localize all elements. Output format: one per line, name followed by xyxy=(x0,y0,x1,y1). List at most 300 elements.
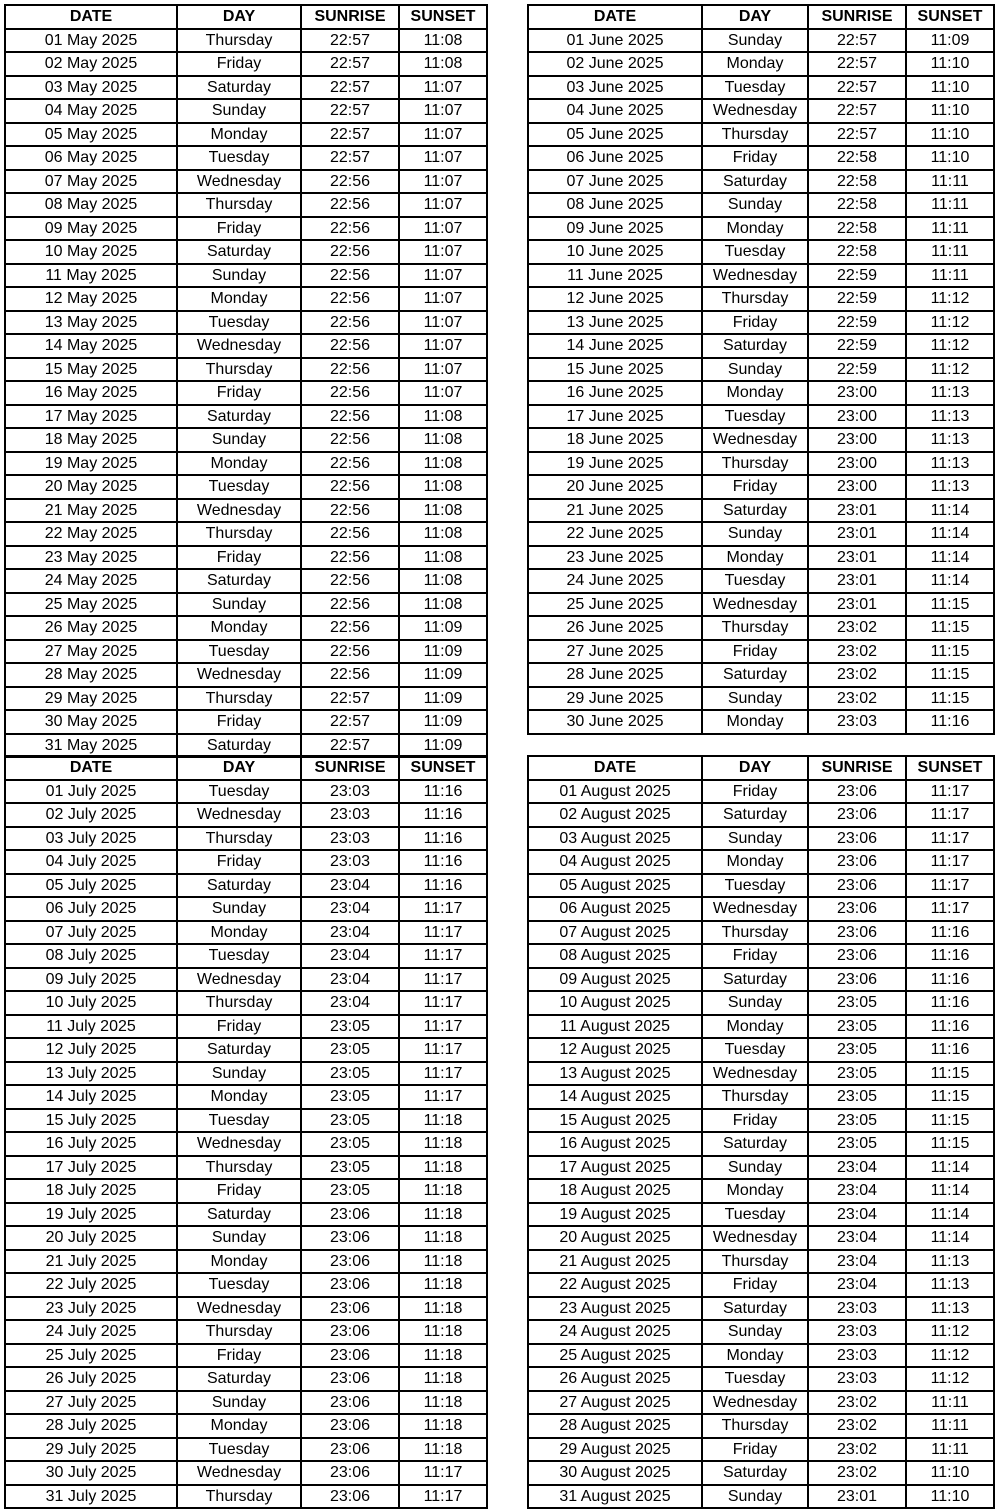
sunrise-cell: 23:06 xyxy=(808,780,906,804)
sunset-cell: 11:16 xyxy=(906,921,994,945)
date-cell: 13 August 2025 xyxy=(528,1062,702,1086)
sunset-cell: 11:17 xyxy=(399,944,487,968)
sun-table-may xyxy=(4,4,488,758)
table-row xyxy=(528,874,994,898)
table-row xyxy=(5,1203,487,1227)
sunrise-cell: 23:03 xyxy=(301,850,399,874)
sunrise-cell: 23:00 xyxy=(808,428,906,452)
sunset-cell: 11:09 xyxy=(399,640,487,664)
sunrise-cell: 22:57 xyxy=(301,123,399,147)
day-cell: Tuesday xyxy=(702,240,808,264)
day-cell: Sunday xyxy=(702,522,808,546)
table-row xyxy=(528,334,994,358)
date-cell: 10 July 2025 xyxy=(5,991,177,1015)
day-cell: Wednesday xyxy=(177,499,301,523)
date-cell: 27 July 2025 xyxy=(5,1391,177,1415)
table-row xyxy=(5,546,487,570)
date-cell: 23 July 2025 xyxy=(5,1297,177,1321)
table-row xyxy=(5,897,487,921)
day-cell: Thursday xyxy=(702,1085,808,1109)
date-cell: 13 May 2025 xyxy=(5,311,177,335)
table-row xyxy=(528,76,994,100)
sunset-cell: 11:17 xyxy=(399,991,487,1015)
sunrise-cell: 23:06 xyxy=(808,968,906,992)
sunrise-cell: 22:57 xyxy=(301,146,399,170)
sunrise-cell: 23:04 xyxy=(301,874,399,898)
day-cell: Tuesday xyxy=(177,1438,301,1462)
sunset-cell: 11:14 xyxy=(906,569,994,593)
sunrise-cell: 22:56 xyxy=(301,311,399,335)
day-cell: Tuesday xyxy=(702,874,808,898)
sunrise-cell: 23:05 xyxy=(301,1179,399,1203)
sunset-cell: 11:08 xyxy=(399,452,487,476)
day-cell: Sunday xyxy=(702,687,808,711)
sunrise-cell: 23:04 xyxy=(301,897,399,921)
date-cell: 08 June 2025 xyxy=(528,193,702,217)
sunset-cell: 11:08 xyxy=(399,428,487,452)
date-cell: 21 July 2025 xyxy=(5,1250,177,1274)
sunset-cell: 11:07 xyxy=(399,193,487,217)
sunset-cell: 11:17 xyxy=(399,897,487,921)
day-cell: Tuesday xyxy=(177,475,301,499)
table-row xyxy=(528,1297,994,1321)
sunset-cell: 11:08 xyxy=(399,405,487,429)
date-cell: 02 May 2025 xyxy=(5,52,177,76)
date-cell: 31 August 2025 xyxy=(528,1485,702,1509)
day-cell: Saturday xyxy=(702,1132,808,1156)
sunset-cell: 11:18 xyxy=(399,1179,487,1203)
sunrise-cell: 22:56 xyxy=(301,193,399,217)
sunrise-cell: 22:56 xyxy=(301,240,399,264)
table-body xyxy=(5,29,487,758)
date-cell: 20 July 2025 xyxy=(5,1226,177,1250)
day-cell: Wednesday xyxy=(177,803,301,827)
table-row xyxy=(528,170,994,194)
day-cell: Sunday xyxy=(702,827,808,851)
day-cell: Tuesday xyxy=(177,1109,301,1133)
table-row xyxy=(5,99,487,123)
date-cell: 29 May 2025 xyxy=(5,687,177,711)
sunrise-cell: 23:06 xyxy=(808,897,906,921)
table-row xyxy=(528,1414,994,1438)
sunrise-cell: 23:02 xyxy=(808,1414,906,1438)
table-row xyxy=(5,1485,487,1509)
date-cell: 08 August 2025 xyxy=(528,944,702,968)
sunset-cell: 11:10 xyxy=(906,99,994,123)
day-cell: Thursday xyxy=(177,827,301,851)
sunset-cell: 11:07 xyxy=(399,334,487,358)
table-row xyxy=(5,287,487,311)
sunset-cell: 11:17 xyxy=(906,827,994,851)
sunrise-cell: 22:57 xyxy=(808,123,906,147)
table-row xyxy=(528,710,994,734)
sunrise-cell: 23:06 xyxy=(301,1320,399,1344)
table-row xyxy=(528,991,994,1015)
day-cell: Monday xyxy=(702,710,808,734)
day-cell: Monday xyxy=(702,1344,808,1368)
day-cell: Sunday xyxy=(177,1391,301,1415)
sunset-cell: 11:17 xyxy=(399,968,487,992)
table-row xyxy=(5,1132,487,1156)
table-row xyxy=(528,616,994,640)
sunset-cell: 11:08 xyxy=(399,499,487,523)
table-row xyxy=(528,405,994,429)
table-row xyxy=(528,803,994,827)
sunrise-cell: 22:56 xyxy=(301,381,399,405)
sunrise-cell: 22:56 xyxy=(301,428,399,452)
table-row xyxy=(5,734,487,758)
sunrise-cell: 22:59 xyxy=(808,287,906,311)
sunset-cell: 11:18 xyxy=(399,1250,487,1274)
sunset-cell: 11:08 xyxy=(399,52,487,76)
sunrise-cell: 23:06 xyxy=(301,1414,399,1438)
day-cell: Monday xyxy=(177,287,301,311)
day-cell: Wednesday xyxy=(702,428,808,452)
sunrise-cell: 23:03 xyxy=(808,1320,906,1344)
day-cell: Friday xyxy=(702,475,808,499)
sunrise-cell: 23:04 xyxy=(808,1250,906,1274)
sunset-cell: 11:15 xyxy=(906,687,994,711)
date-cell: 08 July 2025 xyxy=(5,944,177,968)
sunrise-cell: 23:04 xyxy=(808,1226,906,1250)
sunset-cell: 11:16 xyxy=(906,991,994,1015)
sunset-cell: 11:09 xyxy=(399,710,487,734)
sunset-cell: 11:17 xyxy=(906,803,994,827)
table-row xyxy=(5,1015,487,1039)
date-cell: 29 August 2025 xyxy=(528,1438,702,1462)
sunrise-cell: 23:06 xyxy=(301,1273,399,1297)
sunset-cell: 11:08 xyxy=(399,475,487,499)
sunset-cell: 11:18 xyxy=(399,1226,487,1250)
table-row xyxy=(528,475,994,499)
day-cell: Thursday xyxy=(702,452,808,476)
date-cell: 26 June 2025 xyxy=(528,616,702,640)
sunset-cell: 11:07 xyxy=(399,311,487,335)
sunset-cell: 11:07 xyxy=(399,217,487,241)
sunrise-cell: 23:02 xyxy=(808,687,906,711)
date-cell: 10 May 2025 xyxy=(5,240,177,264)
sunset-cell: 11:18 xyxy=(399,1156,487,1180)
sunrise-cell: 23:05 xyxy=(301,1132,399,1156)
table-row xyxy=(528,499,994,523)
day-cell: Thursday xyxy=(702,287,808,311)
sunrise-cell: 22:58 xyxy=(808,146,906,170)
sunrise-cell: 22:59 xyxy=(808,358,906,382)
table-row xyxy=(5,358,487,382)
sun-table-july xyxy=(4,755,488,1509)
table-row xyxy=(528,569,994,593)
table-row xyxy=(5,687,487,711)
table-row xyxy=(528,428,994,452)
sunset-cell: 11:16 xyxy=(399,827,487,851)
day-cell: Saturday xyxy=(702,334,808,358)
day-cell: Sunday xyxy=(177,1062,301,1086)
sunset-cell: 11:18 xyxy=(399,1297,487,1321)
sunrise-cell: 22:56 xyxy=(301,499,399,523)
day-cell: Saturday xyxy=(177,569,301,593)
day-cell: Saturday xyxy=(702,499,808,523)
date-cell: 24 August 2025 xyxy=(528,1320,702,1344)
table-row xyxy=(5,616,487,640)
date-cell: 18 June 2025 xyxy=(528,428,702,452)
date-cell: 29 June 2025 xyxy=(528,687,702,711)
sunset-cell: 11:16 xyxy=(399,874,487,898)
date-cell: 21 May 2025 xyxy=(5,499,177,523)
table-row xyxy=(5,1273,487,1297)
sunrise-cell: 23:05 xyxy=(808,1062,906,1086)
table-row xyxy=(5,710,487,734)
date-cell: 19 June 2025 xyxy=(528,452,702,476)
date-cell: 28 July 2025 xyxy=(5,1414,177,1438)
date-cell: 12 May 2025 xyxy=(5,287,177,311)
day-cell: Sunday xyxy=(177,1226,301,1250)
date-cell: 28 June 2025 xyxy=(528,663,702,687)
sunset-cell: 11:15 xyxy=(906,1132,994,1156)
date-cell: 14 May 2025 xyxy=(5,334,177,358)
table-row xyxy=(5,1156,487,1180)
day-cell: Friday xyxy=(702,1273,808,1297)
sunrise-cell: 22:56 xyxy=(301,287,399,311)
sunset-cell: 11:12 xyxy=(906,287,994,311)
sunset-cell: 11:16 xyxy=(399,803,487,827)
date-cell: 09 May 2025 xyxy=(5,217,177,241)
sunrise-cell: 23:00 xyxy=(808,405,906,429)
sunset-cell: 11:09 xyxy=(906,29,994,53)
day-cell: Friday xyxy=(177,1015,301,1039)
date-cell: 25 June 2025 xyxy=(528,593,702,617)
table-row xyxy=(528,123,994,147)
table-header xyxy=(528,5,994,29)
date-cell: 11 May 2025 xyxy=(5,264,177,288)
sunrise-cell: 23:06 xyxy=(301,1438,399,1462)
sunrise-cell: 23:04 xyxy=(301,968,399,992)
date-cell: 06 July 2025 xyxy=(5,897,177,921)
sunset-cell: 11:18 xyxy=(399,1203,487,1227)
day-cell: Sunday xyxy=(702,193,808,217)
table-row xyxy=(528,1391,994,1415)
sunset-cell: 11:13 xyxy=(906,381,994,405)
sunrise-cell: 22:59 xyxy=(808,264,906,288)
sunrise-cell: 23:06 xyxy=(301,1367,399,1391)
date-cell: 15 June 2025 xyxy=(528,358,702,382)
day-cell: Tuesday xyxy=(177,311,301,335)
sunset-cell: 11:13 xyxy=(906,1273,994,1297)
day-cell: Monday xyxy=(702,217,808,241)
sunset-cell: 11:07 xyxy=(399,240,487,264)
sunset-cell: 11:14 xyxy=(906,546,994,570)
table-row xyxy=(528,99,994,123)
date-cell: 11 August 2025 xyxy=(528,1015,702,1039)
table-row xyxy=(5,1085,487,1109)
sunset-cell: 11:14 xyxy=(906,1203,994,1227)
header-sunrise: SUNRISE xyxy=(808,756,906,780)
sunset-cell: 11:12 xyxy=(906,358,994,382)
day-cell: Wednesday xyxy=(177,1297,301,1321)
sunset-cell: 11:17 xyxy=(399,921,487,945)
table-row xyxy=(528,1062,994,1086)
sunrise-cell: 23:04 xyxy=(301,991,399,1015)
sunrise-cell: 23:06 xyxy=(301,1391,399,1415)
sunrise-cell: 22:57 xyxy=(808,76,906,100)
date-cell: 04 August 2025 xyxy=(528,850,702,874)
sunrise-cell: 22:57 xyxy=(301,52,399,76)
date-cell: 24 June 2025 xyxy=(528,569,702,593)
sunrise-cell: 22:58 xyxy=(808,240,906,264)
sunset-cell: 11:11 xyxy=(906,217,994,241)
table-row xyxy=(528,381,994,405)
date-cell: 20 May 2025 xyxy=(5,475,177,499)
sunrise-cell: 22:56 xyxy=(301,405,399,429)
table-row xyxy=(5,452,487,476)
day-cell: Sunday xyxy=(177,593,301,617)
table-row xyxy=(528,1226,994,1250)
table-row xyxy=(528,311,994,335)
table-row xyxy=(5,240,487,264)
date-cell: 10 August 2025 xyxy=(528,991,702,1015)
date-cell: 23 August 2025 xyxy=(528,1297,702,1321)
header-sunrise: SUNRISE xyxy=(301,5,399,29)
table-row xyxy=(5,1414,487,1438)
date-cell: 24 May 2025 xyxy=(5,569,177,593)
header-date: DATE xyxy=(528,756,702,780)
day-cell: Tuesday xyxy=(177,146,301,170)
sunrise-cell: 23:06 xyxy=(301,1461,399,1485)
sunset-cell: 11:16 xyxy=(399,850,487,874)
sunrise-cell: 22:57 xyxy=(301,710,399,734)
day-cell: Tuesday xyxy=(702,76,808,100)
sunset-cell: 11:11 xyxy=(906,240,994,264)
date-cell: 15 August 2025 xyxy=(528,1109,702,1133)
sunrise-cell: 22:56 xyxy=(301,640,399,664)
date-cell: 03 August 2025 xyxy=(528,827,702,851)
day-cell: Friday xyxy=(702,780,808,804)
date-cell: 05 July 2025 xyxy=(5,874,177,898)
day-cell: Thursday xyxy=(702,1414,808,1438)
sunset-cell: 11:17 xyxy=(906,874,994,898)
day-cell: Thursday xyxy=(177,522,301,546)
table-row xyxy=(528,264,994,288)
date-cell: 22 July 2025 xyxy=(5,1273,177,1297)
sunrise-cell: 23:06 xyxy=(808,827,906,851)
sunrise-cell: 23:02 xyxy=(808,1438,906,1462)
sunset-cell: 11:10 xyxy=(906,1461,994,1485)
sunset-cell: 11:12 xyxy=(906,334,994,358)
sunset-cell: 11:11 xyxy=(906,193,994,217)
table-row xyxy=(5,193,487,217)
sunrise-cell: 23:05 xyxy=(301,1038,399,1062)
table-row xyxy=(5,663,487,687)
sunrise-cell: 22:59 xyxy=(808,311,906,335)
sunset-cell: 11:13 xyxy=(906,428,994,452)
day-cell: Thursday xyxy=(702,123,808,147)
date-cell: 17 May 2025 xyxy=(5,405,177,429)
sunset-cell: 11:16 xyxy=(399,780,487,804)
sunrise-cell: 23:03 xyxy=(301,827,399,851)
date-cell: 22 August 2025 xyxy=(528,1273,702,1297)
table-row xyxy=(5,76,487,100)
header-sunset: SUNSET xyxy=(399,756,487,780)
sun-table-june xyxy=(527,4,995,735)
sunset-cell: 11:08 xyxy=(399,29,487,53)
sunset-cell: 11:14 xyxy=(906,1156,994,1180)
day-cell: Saturday xyxy=(702,170,808,194)
date-cell: 31 July 2025 xyxy=(5,1485,177,1509)
sunrise-cell: 22:56 xyxy=(301,334,399,358)
sunrise-cell: 22:57 xyxy=(808,99,906,123)
sunrise-cell: 23:06 xyxy=(808,874,906,898)
sunrise-cell: 23:05 xyxy=(301,1085,399,1109)
sunset-cell: 11:15 xyxy=(906,593,994,617)
sunset-cell: 11:13 xyxy=(906,1297,994,1321)
date-cell: 17 July 2025 xyxy=(5,1156,177,1180)
sunrise-cell: 23:06 xyxy=(301,1297,399,1321)
date-cell: 29 July 2025 xyxy=(5,1438,177,1462)
date-cell: 25 July 2025 xyxy=(5,1344,177,1368)
day-cell: Monday xyxy=(702,1015,808,1039)
table-row xyxy=(528,358,994,382)
date-cell: 22 June 2025 xyxy=(528,522,702,546)
date-cell: 05 May 2025 xyxy=(5,123,177,147)
table-row xyxy=(528,287,994,311)
sunrise-cell: 23:06 xyxy=(301,1250,399,1274)
sunrise-cell: 22:56 xyxy=(301,264,399,288)
day-cell: Saturday xyxy=(177,734,301,758)
table-row xyxy=(5,170,487,194)
day-cell: Thursday xyxy=(177,29,301,53)
sunrise-cell: 23:06 xyxy=(808,850,906,874)
date-cell: 02 June 2025 xyxy=(528,52,702,76)
table-row xyxy=(528,1461,994,1485)
day-cell: Saturday xyxy=(177,76,301,100)
sunrise-cell: 23:06 xyxy=(301,1344,399,1368)
day-cell: Saturday xyxy=(177,1203,301,1227)
date-cell: 19 July 2025 xyxy=(5,1203,177,1227)
date-cell: 10 June 2025 xyxy=(528,240,702,264)
sunrise-cell: 22:58 xyxy=(808,170,906,194)
day-cell: Wednesday xyxy=(177,170,301,194)
day-cell: Wednesday xyxy=(702,593,808,617)
date-cell: 09 June 2025 xyxy=(528,217,702,241)
sunrise-cell: 23:04 xyxy=(808,1203,906,1227)
day-cell: Saturday xyxy=(702,663,808,687)
date-cell: 04 July 2025 xyxy=(5,850,177,874)
sunrise-cell: 23:01 xyxy=(808,522,906,546)
table-row xyxy=(5,1461,487,1485)
date-cell: 06 June 2025 xyxy=(528,146,702,170)
sunrise-cell: 23:05 xyxy=(301,1109,399,1133)
sunset-cell: 11:07 xyxy=(399,99,487,123)
sunrise-cell: 23:05 xyxy=(808,1085,906,1109)
sunrise-cell: 23:02 xyxy=(808,1461,906,1485)
date-cell: 19 May 2025 xyxy=(5,452,177,476)
date-cell: 25 May 2025 xyxy=(5,593,177,617)
day-cell: Wednesday xyxy=(702,1062,808,1086)
table-row xyxy=(528,29,994,53)
day-cell: Monday xyxy=(702,381,808,405)
date-cell: 05 August 2025 xyxy=(528,874,702,898)
sunset-cell: 11:17 xyxy=(399,1485,487,1509)
sunset-cell: 11:10 xyxy=(906,123,994,147)
sunrise-cell: 23:01 xyxy=(808,546,906,570)
date-cell: 04 June 2025 xyxy=(528,99,702,123)
table-row xyxy=(528,1038,994,1062)
sunset-cell: 11:11 xyxy=(906,1391,994,1415)
table-row xyxy=(5,874,487,898)
sunset-cell: 11:14 xyxy=(906,1179,994,1203)
table-row xyxy=(528,921,994,945)
sunset-cell: 11:11 xyxy=(906,170,994,194)
day-cell: Thursday xyxy=(177,1320,301,1344)
